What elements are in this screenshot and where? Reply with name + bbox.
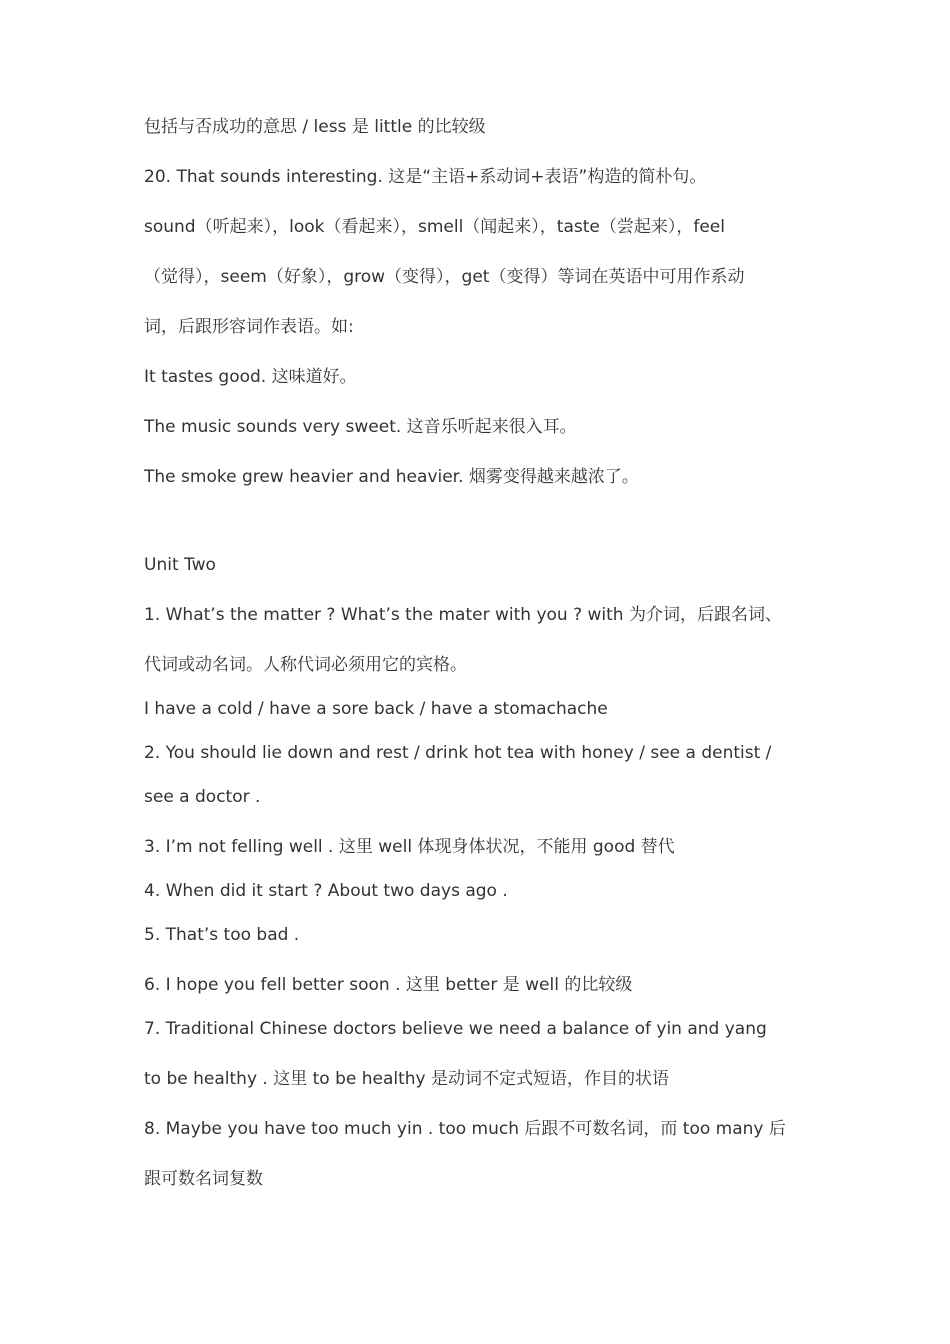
- text-line: 包括与否成功的意思 / less 是 little 的比较级: [144, 117, 486, 137]
- text-line: 6. I hope you fell better soon . 这里 better 是 well 的比较级: [144, 975, 633, 995]
- text-line: It tastes good. 这味道好。: [144, 367, 357, 387]
- text-line: 8. Maybe you have too much yin . too much 后跟不可数名词，而 too many 后: [144, 1119, 786, 1139]
- text-line: The smoke grew heavier and heavier. 烟雾变得越来越浓了。: [144, 467, 639, 487]
- text-line: sound（听起来），look（看起来），smell（闻起来），taste（尝起来），feel: [144, 217, 725, 237]
- text-line: see a doctor .: [144, 787, 261, 807]
- text-line: to be healthy . 这里 to be healthy 是动词不定式短语，作目的状语: [144, 1069, 670, 1089]
- text-line: 2. You should lie down and rest / drink hot tea with honey / see a dentist /: [144, 743, 772, 763]
- text-line: 7. Traditional Chinese doctors believe we need a balance of yin and yang: [144, 1019, 767, 1039]
- text-line: 5. That’s too bad .: [144, 925, 300, 945]
- text-line: 20. That sounds interesting. 这是“主语+系动词+表语”构造的简朴句。: [144, 167, 707, 187]
- text-line: （觉得），seem（好象），grow（变得），get（变得）等词在英语中可用作系动: [144, 267, 745, 287]
- text-line: 跟可数名词复数: [144, 1169, 263, 1189]
- text-line: 3. I’m not felling well . 这里 well 体现身体状况，不能用 good 替代: [144, 837, 675, 857]
- text-line: 代词或动名词。人称代词必须用它的宾格。: [144, 655, 467, 675]
- section-heading: Unit Two: [144, 555, 216, 575]
- text-line: I have a cold / have a sore back / have a stomachache: [144, 699, 608, 719]
- text-line: 词，后跟形容词作表语。如:: [144, 317, 354, 337]
- text-line: The music sounds very sweet. 这音乐听起来很入耳。: [144, 417, 577, 437]
- text-line: 4. When did it start ? About two days ago .: [144, 881, 508, 901]
- text-line: 1. What’s the matter ? What’s the mater with you ? with 为介词，后跟名词、: [144, 605, 782, 625]
